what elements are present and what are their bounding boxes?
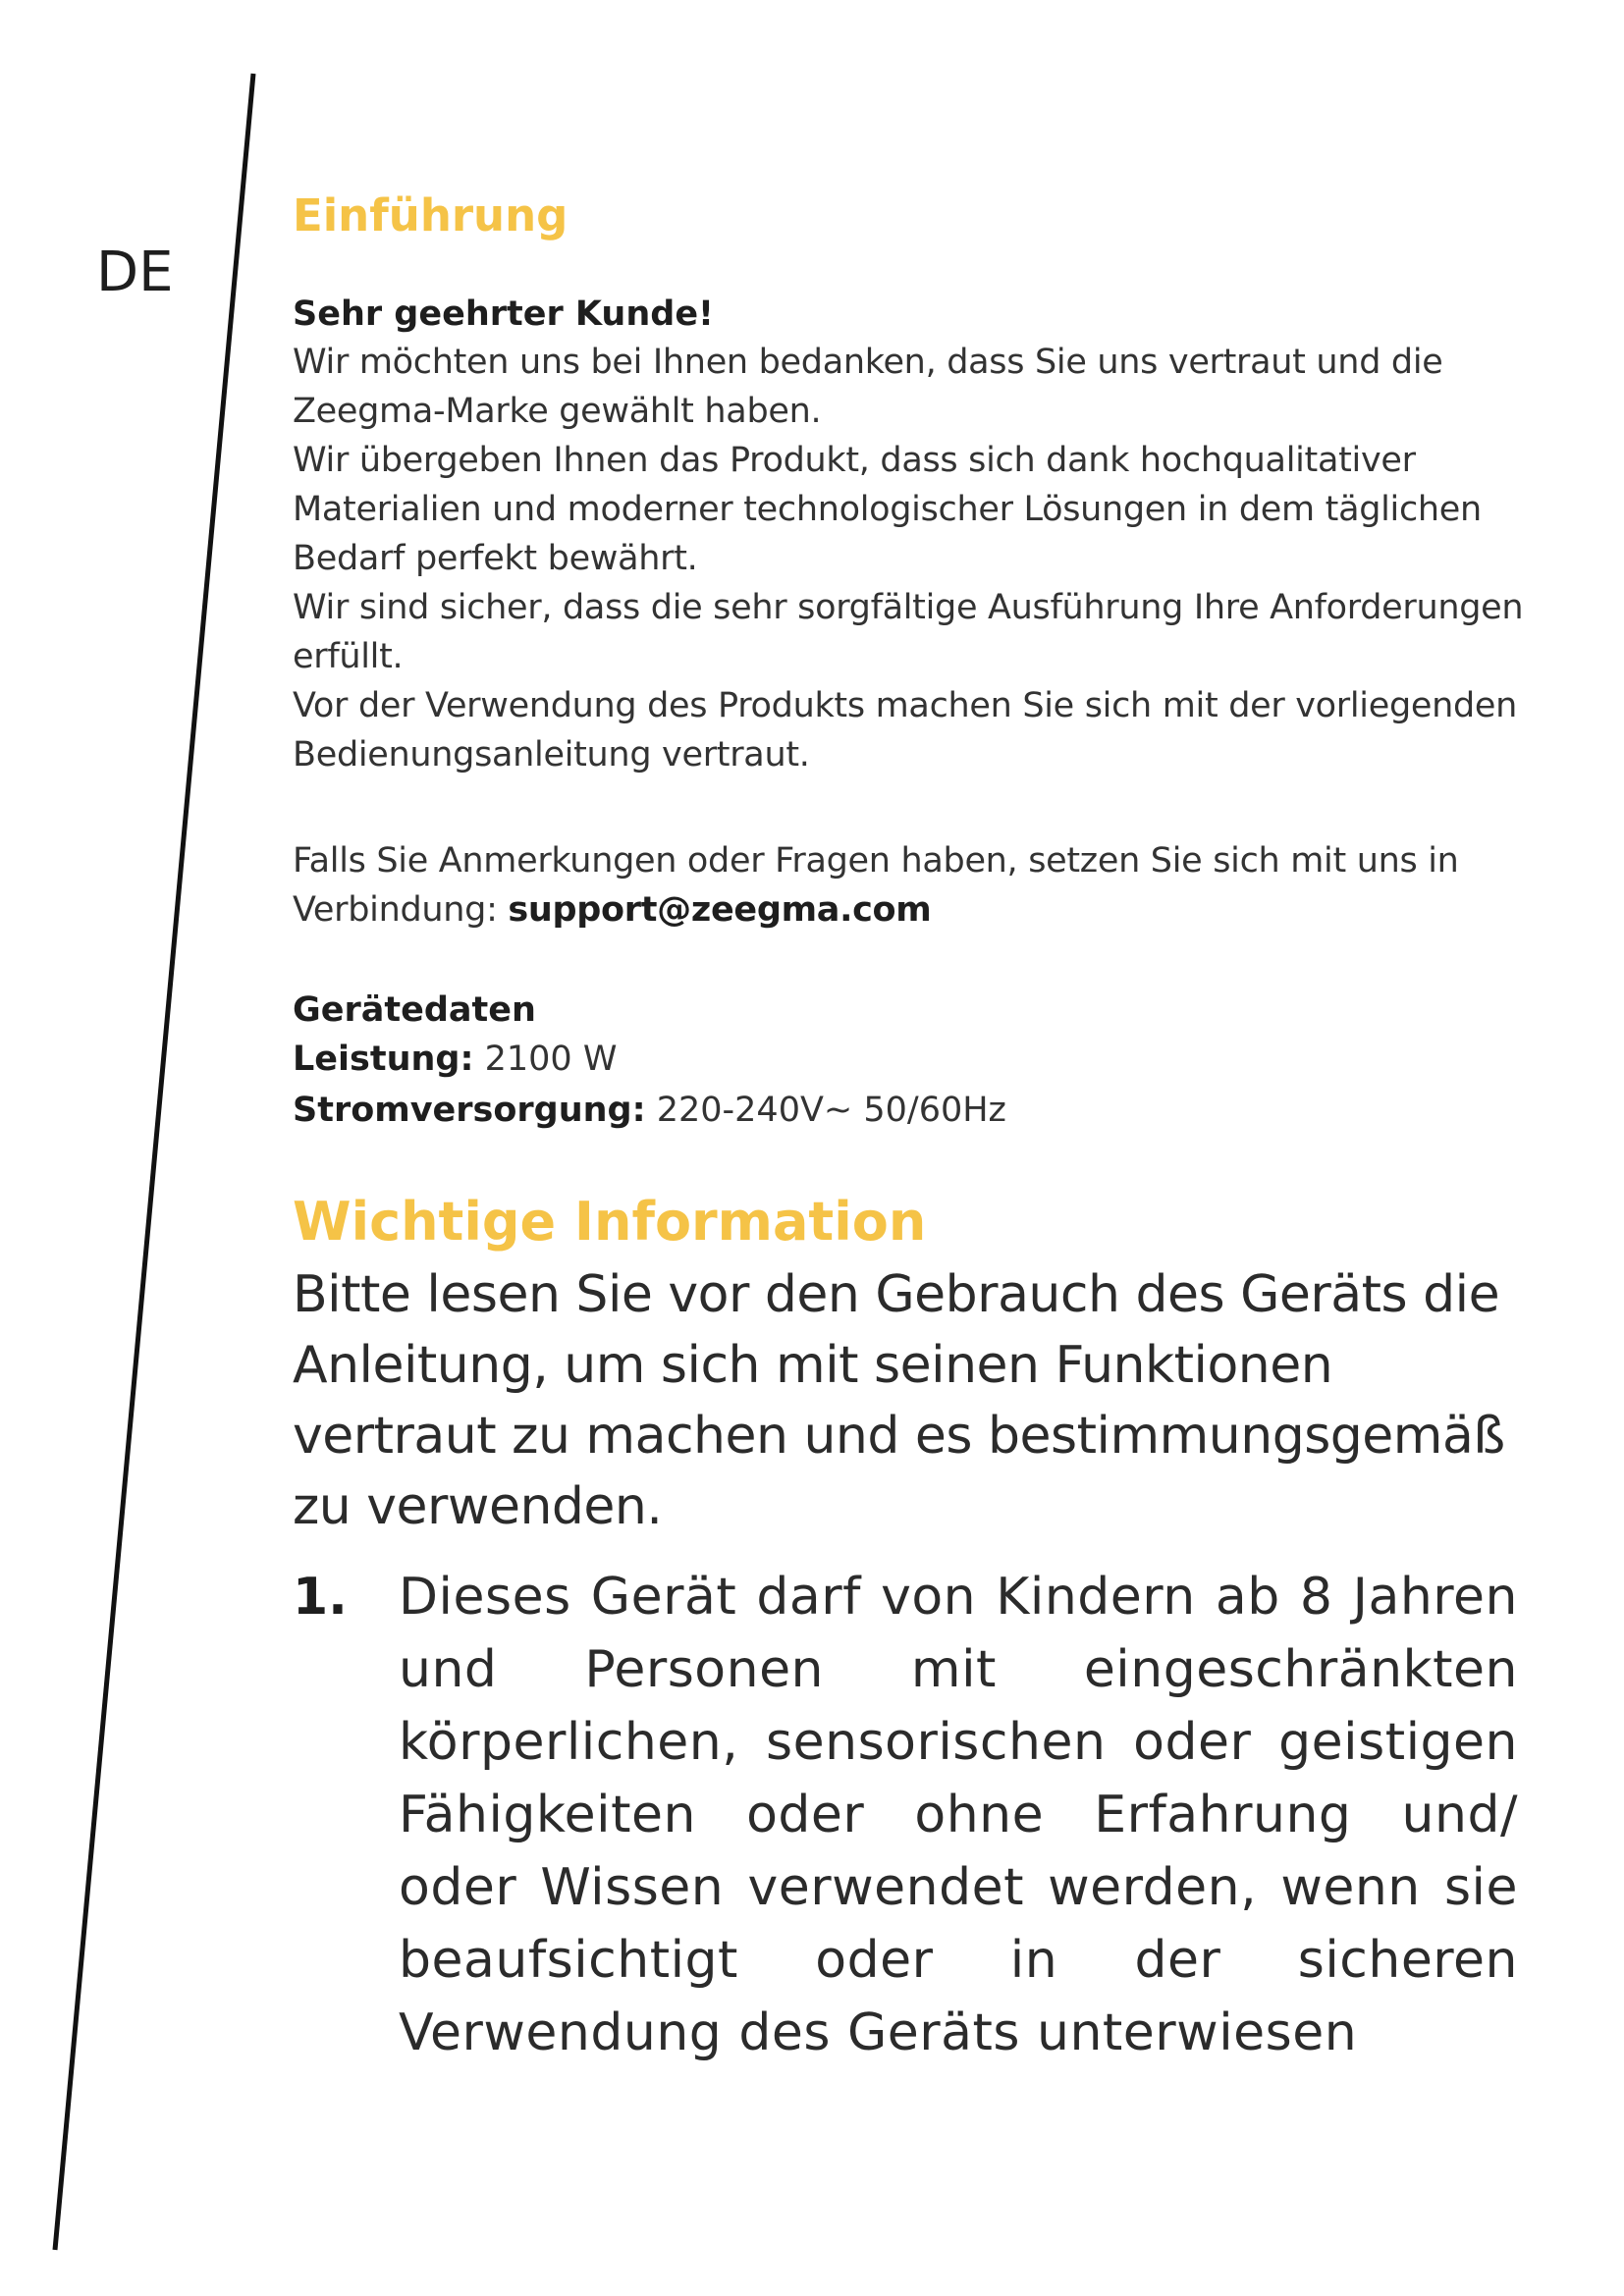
important-lead: Bitte lesen Sie vor den Gebrauch des Geräts die Anleitung, um sich mit seinen Funktionen vertraut zu machen und es bestimmungsgemäß zu verwenden. (293, 1265, 1505, 1536)
contact-paragraph (293, 836, 1530, 934)
device-data-section (293, 987, 1530, 1136)
list-item-number: 1. (293, 1568, 348, 1627)
device-data-title: Gerätedaten (293, 990, 536, 1030)
power-row (293, 1034, 1530, 1085)
intro-section (293, 291, 1530, 779)
contact-text: Falls Sie Anmerkungen oder Fragen haben, setzen Sie sich mit uns in Verbindung: (293, 841, 1459, 930)
support-email-link[interactable]: support@zeegma.com (508, 890, 932, 930)
supply-row (293, 1085, 1530, 1136)
intro-paragraph-1: Wir möchten uns bei Ihnen bedanken, dass Sie uns vertraut und die Zeegma-Marke gewählt haben. (293, 343, 1443, 431)
power-value: 2100 W (473, 1040, 618, 1079)
supply-value: 220-240V~ 50/60Hz (645, 1091, 1006, 1130)
intro-paragraph-2: Wir übergeben Ihnen das Produkt, dass sich dank hochqualitativer Materialien und moderner technologischer Lösungen in dem täglichen Bedarf perfekt bewährt. (293, 441, 1482, 578)
language-tag: DE (96, 240, 174, 304)
intro-paragraph-3: Wir sind sicher, dass die sehr sorgfältige Ausführung Ihre Anforderungen erfüllt. (293, 588, 1524, 676)
list-item-text: Dieses Gerät darf von Kindern ab 8 Jahren und Personen mit eingeschränkten körperlichen, sensorischen oder geistigen Fähigkeiten oder ohne Erfahrung und/ oder Wissen verwendet werden, wenn sie beaufsichtigt oder in der sicheren Verwendung des Geräts unterwiesen (399, 1568, 1518, 2062)
important-heading: Wichtige Information (293, 1191, 927, 1253)
power-label: Leistung: (293, 1040, 474, 1079)
supply-label: Stromversorgung: (293, 1091, 646, 1130)
intro-paragraph-4: Vor der Verwendung des Produkts machen Sie sich mit der vorliegenden Bedienungsanleitung vertraut. (293, 686, 1518, 774)
intro-heading: Einführung (293, 189, 568, 241)
greeting: Sehr geehrter Kunde! (293, 294, 715, 334)
